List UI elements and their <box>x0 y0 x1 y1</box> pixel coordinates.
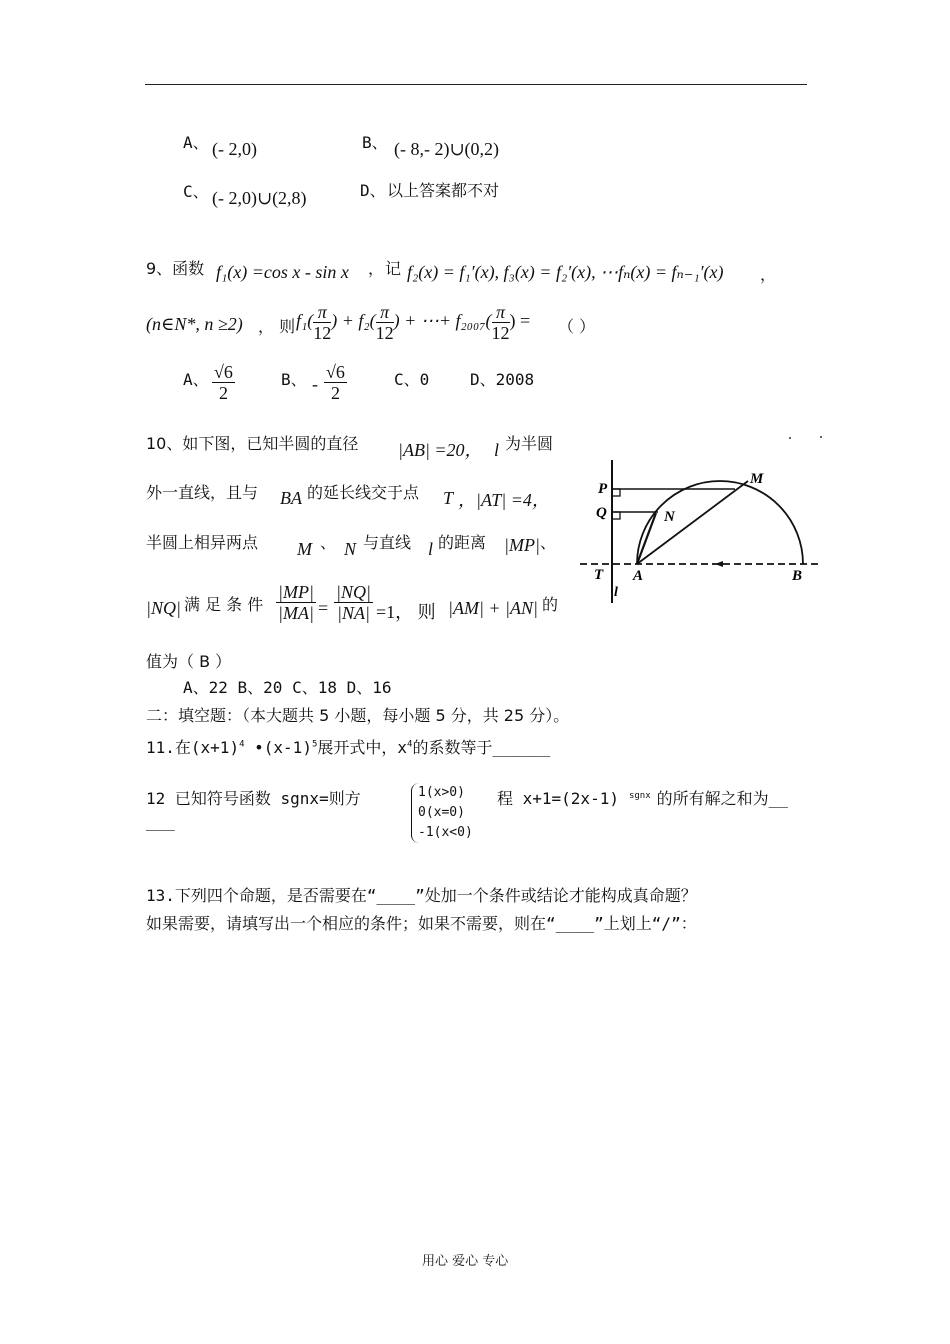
q10-t: T <box>443 488 454 508</box>
label-m: M <box>750 471 764 487</box>
q11-mid: 展开式中，x <box>317 738 408 757</box>
q9-option-b-frac <box>324 362 347 403</box>
q10-line3-end: 的距离 <box>438 533 487 552</box>
q10-condition-frac-1 <box>276 582 316 623</box>
header-rule <box>145 84 807 85</box>
q9-sqrt6-a: √6 <box>214 362 233 382</box>
q9-pi-1: π <box>313 302 331 323</box>
q9-option-b-label: B、 <box>281 370 307 389</box>
label-t: T <box>594 567 604 583</box>
q8-option-c-label: C、 <box>183 182 209 201</box>
q12-suffix: 的所有解之和为__ <box>656 789 788 808</box>
q10-n: N <box>344 539 357 559</box>
q10-mp-num: |MP| <box>278 582 314 602</box>
q9-comma-2: ， <box>760 265 777 284</box>
q11-exp4: 4 <box>239 739 245 750</box>
q10-am-an: |AM| + |AN| <box>448 598 538 618</box>
q9-f2: ) + f₂( <box>331 310 376 331</box>
q8-option-a-label: A、 <box>183 133 209 152</box>
q10-eq1-then: =1， 则 <box>376 602 436 622</box>
q11-dot: • <box>254 738 264 757</box>
q10-condition-frac-2 <box>334 582 373 623</box>
q12-case-1: 1(x>0) <box>418 785 465 800</box>
q9-pi-3: π <box>492 302 510 323</box>
q12-piecewise-cases <box>411 783 473 843</box>
question-11 <box>146 735 550 758</box>
q10-mp: |MP| <box>504 535 540 555</box>
q11-expr1: (x+1) <box>190 738 240 757</box>
label-n: N <box>664 509 675 525</box>
q9-option-c: C、0 <box>394 370 430 389</box>
q9-frac-1 <box>313 302 331 343</box>
q10-na-den: |NA| <box>337 603 370 623</box>
q10-dun: 、 <box>320 533 337 552</box>
q8-option-b-value: (- 8,- 2)∪(0,2) <box>394 139 500 159</box>
q8-option-b-label: B、 <box>362 133 388 152</box>
q10-line3: 半圆上相异两点 <box>146 533 259 552</box>
q10-de: 的 <box>542 595 559 614</box>
q10-ba: BA <box>280 488 302 508</box>
q12-mid: 程 x+1=(2x-1) <box>497 789 619 808</box>
q9-comma: ， <box>368 259 385 278</box>
q10-at-eq: ，|AT| =4， <box>458 490 550 510</box>
q13-line1: 13.下列四个命题，是否需要在“____”处加一个条件或结论才能构成真命题？ <box>146 886 697 905</box>
right-angle-p <box>612 489 620 496</box>
q10-line2: 外一直线，且与 <box>146 483 259 502</box>
q9-condition: (n∈N*, n ≥2) <box>146 314 243 334</box>
q11-prefix: 11.在 <box>146 738 191 757</box>
q12-case-2: 0(x=0) <box>418 805 465 820</box>
q9-then: ， 则 <box>258 317 296 336</box>
q8-option-c-value: (- 2,0)∪(2,8) <box>212 188 307 208</box>
center-arrow-icon <box>715 561 723 567</box>
label-l: l <box>614 585 618 600</box>
q10-nq: |NQ| <box>146 598 181 618</box>
q9-close-eq: ) = <box>509 310 531 331</box>
q9-frac-3 <box>492 302 510 343</box>
q9-sqrt6-b: √6 <box>326 362 345 382</box>
q13-line2: 如果需要，请填写出一个相应的条件；如果不需要，则在“____”上划上“/”： <box>146 914 697 933</box>
right-angle-q <box>612 512 620 519</box>
q9-option-b-minus: - <box>312 374 318 394</box>
q11-exp4b: 4 <box>407 739 413 750</box>
q10-m: M <box>297 539 312 559</box>
q8-option-d-value: 以上答案都不对 <box>387 181 500 200</box>
semicircle-arc <box>637 481 803 564</box>
q10-options: A、22 B、20 C、18 D、16 <box>183 678 392 697</box>
q9-option-a-frac <box>212 362 235 403</box>
q10-ma-den: |MA| <box>278 603 314 623</box>
q9-ji: 记 <box>385 259 402 278</box>
q10-condition-label: 满 足 条 件 <box>184 595 264 614</box>
q8-option-d-label: D、 <box>360 181 386 200</box>
q12-equation <box>497 786 788 809</box>
q10-line1-end: 为半圆 <box>505 434 554 453</box>
label-b: B <box>792 568 803 584</box>
q10-nq-num: |NQ| <box>336 582 371 602</box>
q9-option-d: D、2008 <box>470 370 535 389</box>
q12-sup: sgnx <box>628 790 651 801</box>
q9-frac-2 <box>376 302 394 343</box>
q11-exp5: 5 <box>311 739 318 750</box>
q9-f1-definition: f₁(x) =cos x - sin x <box>216 262 349 282</box>
label-p: P <box>598 481 608 497</box>
q10-eq: = <box>318 598 329 618</box>
q9-twelve-1: 12 <box>313 323 332 343</box>
q9-pi-2: π <box>376 302 394 323</box>
q9-two-b: 2 <box>330 383 340 403</box>
label-q: Q <box>596 505 607 521</box>
q9-f1: f₁( <box>296 310 314 331</box>
footer-text: 用心 爱心 专心 <box>422 1254 509 1269</box>
q8-option-a-value: (- 2,0) <box>212 139 257 159</box>
label-a: A <box>633 568 644 584</box>
q9-recurrence: f₂(x) = f₁′(x), f₃(x) = f₂′(x), ⋯fₙ(x) = fₙ₋₁′(x) <box>407 262 724 282</box>
q9-two-a: 2 <box>218 383 228 403</box>
q9-intro: 9、函数 <box>146 259 205 278</box>
semicircle-figure <box>575 425 825 610</box>
section-2-title: 二：填空题：（本大题共 5 小题，每小题 5 分，共 25 分）。 <box>146 706 570 725</box>
q10-dun-2: 、 <box>540 533 557 552</box>
q10-line2-end: 的延长线交于点 <box>307 483 420 502</box>
q9-sum-expression <box>296 302 530 343</box>
q10-l-symbol: l <box>494 440 500 460</box>
q9-f2007: ) + ⋯+ f₂₀₀₇( <box>393 310 492 331</box>
q12-prefix: 12 已知符号函数 sgnx=则方 <box>146 789 361 808</box>
q10-ab-eq: |AB| =20， <box>398 440 483 460</box>
q9-answer-paren: （ ） <box>558 317 596 336</box>
q12-blank: ___ <box>146 812 175 831</box>
q11-expr2: (x-1) <box>263 738 312 757</box>
q9-option-a-label: A、 <box>183 370 209 389</box>
q9-twelve-2: 12 <box>375 323 394 343</box>
q11-suffix: 的系数等于______ <box>412 738 551 757</box>
q9-twelve-3: 12 <box>491 323 510 343</box>
q10-line3-mid: 与直线 <box>363 533 412 552</box>
q10-line1: 10、如下图，已知半圆的直径 <box>146 434 359 453</box>
q10-value-line: 值为（ B ） <box>146 652 232 671</box>
q12-case-3: -1(x<0) <box>418 825 473 840</box>
q10-l-symbol-2: l <box>428 539 434 559</box>
chord-am <box>637 481 748 564</box>
